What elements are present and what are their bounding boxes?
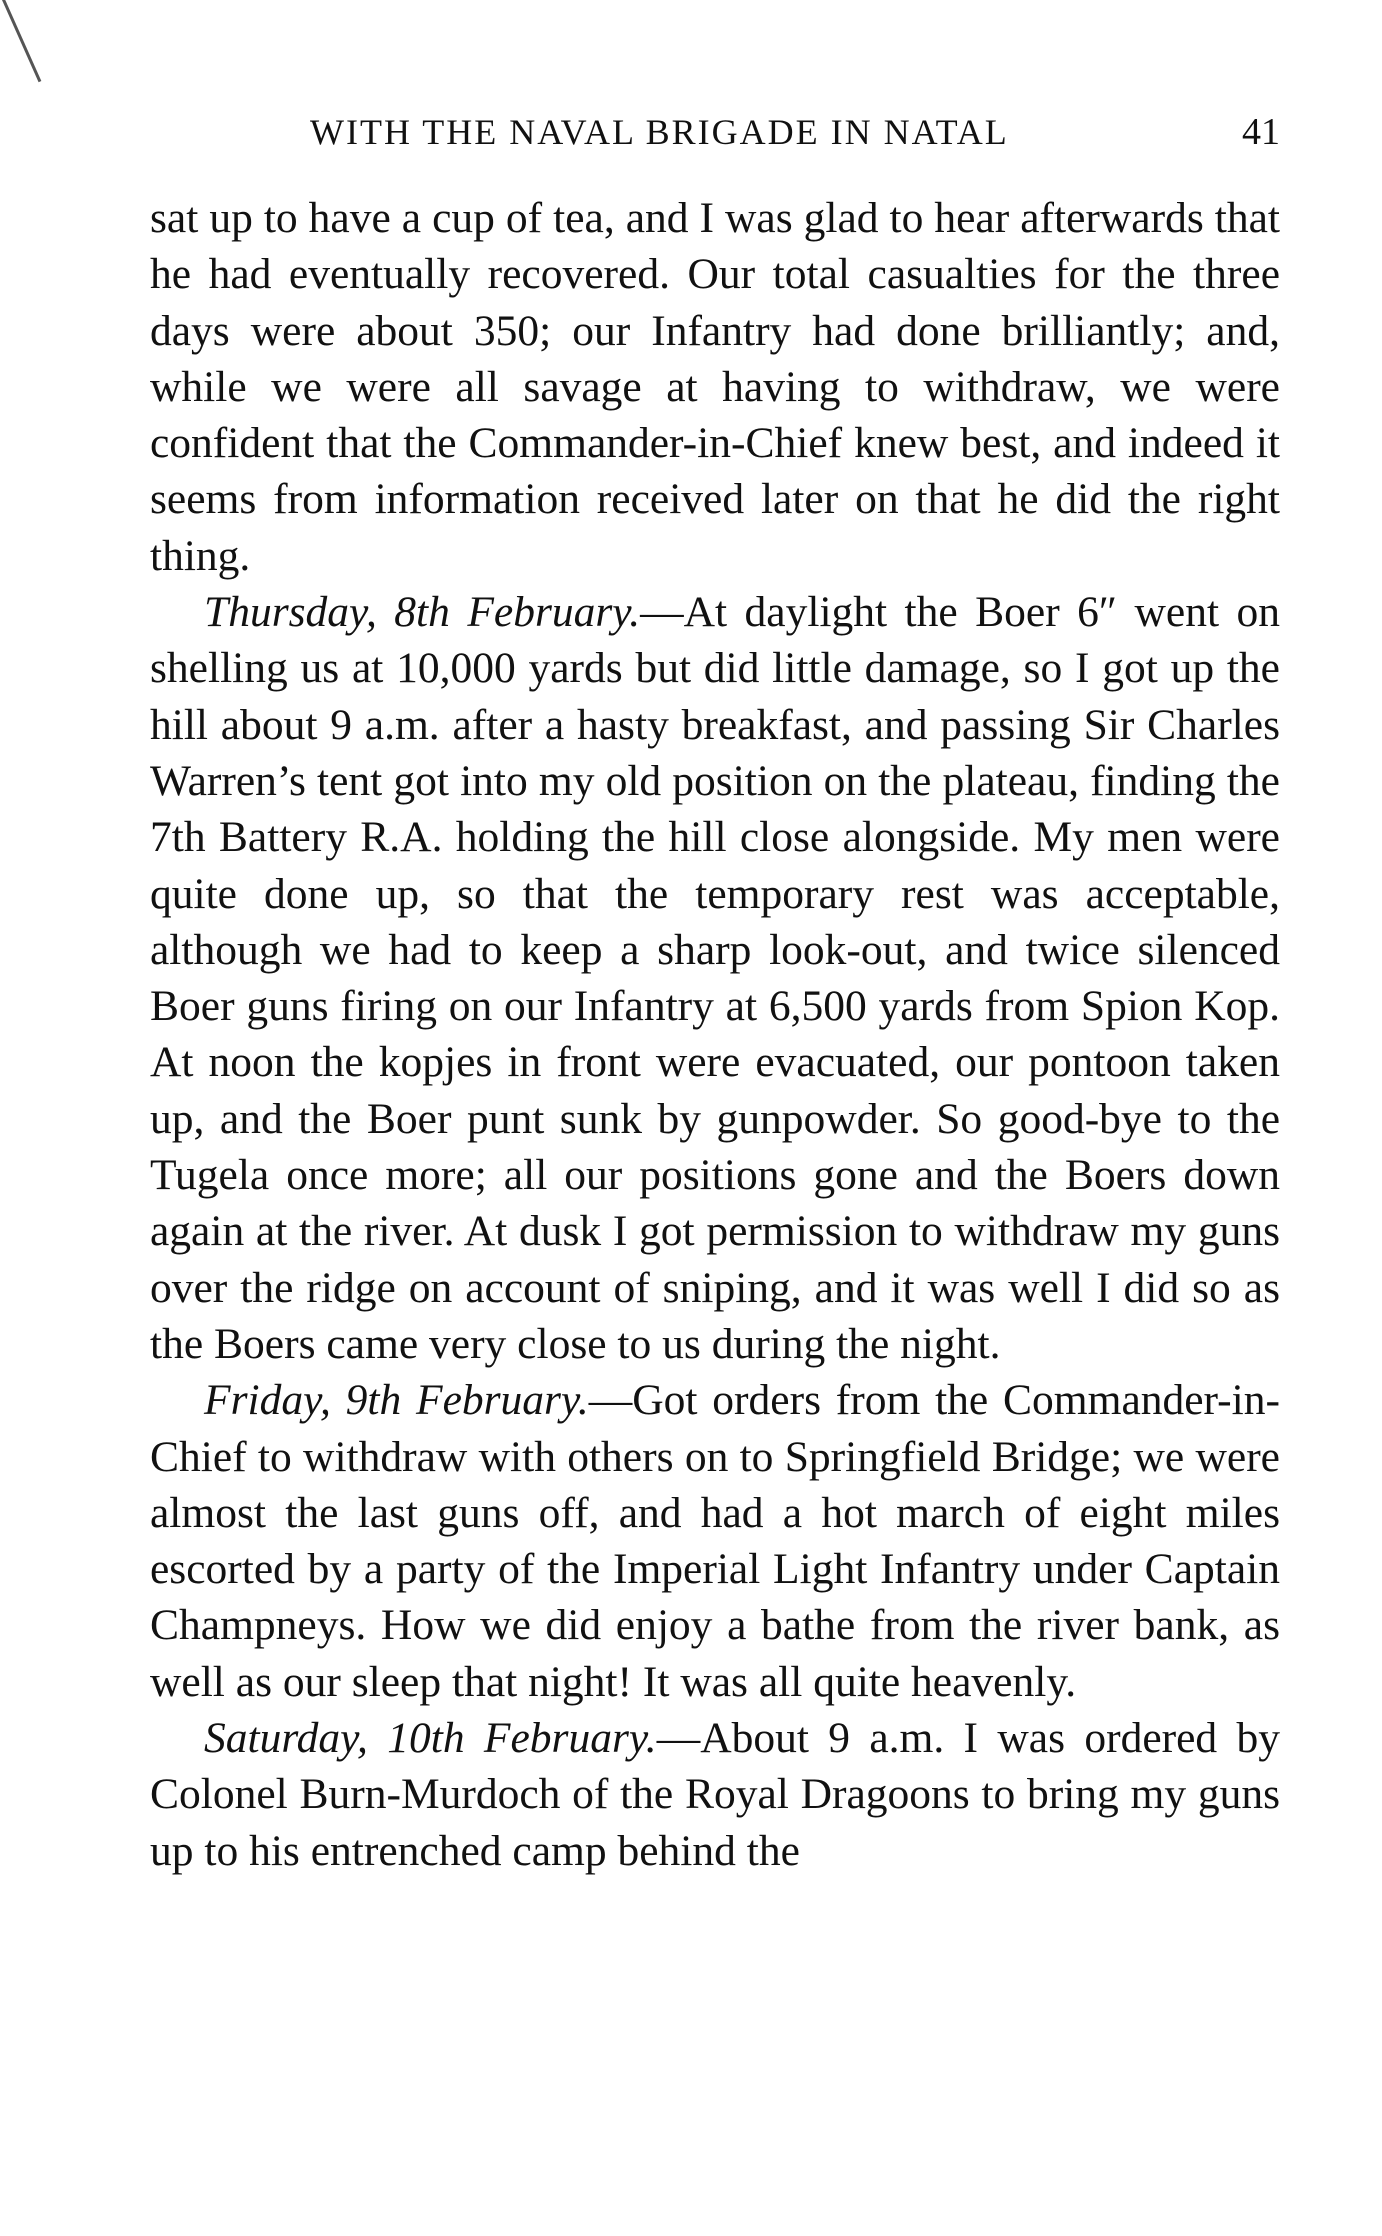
page-number: 41 [1242,111,1280,153]
paragraph [150,1710,1280,1879]
paragraph [150,584,1280,1372]
running-header [150,108,1280,156]
diary-date: Saturday, 10th February. [204,1714,657,1763]
paragraph [150,1372,1280,1710]
paragraph-text: sat up to have a cup of tea, and I was glad to hear afterwards that he had eventually recovered. Our total casualties for the three days were about 350; our Infantry had done brilliantly; and, while we were all savage at having to withdraw, we were confident that the Commander-in-Chief knew best, and indeed it seems from information received later on that he did the right thing. [150,194,1280,580]
paragraph [150,190,1280,584]
diary-date: Friday, 9th February. [204,1376,589,1425]
paragraph-text: —About 9 a.m. I was ordered by Colonel Burn-Murdoch of the Royal Dragoons to bring my guns up to his entrenched camp behind the [150,1714,1280,1875]
body-text [150,190,1280,1879]
scan-edge-line [2,0,41,82]
diary-date: Thursday, 8th February. [204,588,641,637]
header-title: WITH THE NAVAL BRIGADE IN NATAL [310,112,1009,152]
paragraph-text: —Got orders from the Commander-in-Chief to withdraw with others on to Springfield Bridge; we were almost the last guns off, and had a hot march of eight miles escorted by a party of the Imperial Light Infantry under Captain Champneys. How we did enjoy a bathe from the river bank, as well as our sleep that night! It was all quite heavenly. [150,1376,1280,1706]
paragraph-text: —At daylight the Boer 6″ went on shelling us at 10,000 yards but did little damage, so I got up the hill about 9 a.m. after a hasty breakfast, and passing Sir Charles Warren’s tent got into my old position on the plateau, finding the 7th Battery R.A. holding the hill close alongside. My men were quite done up, so that the temporary rest was acceptable, although we had to keep a sharp look-out, and twice silenced Boer guns firing on our Infantry at 6,500 yards from Spion Kop. At noon the kopjes in front were evacuated, our pontoon taken up, and the Boer punt sunk by gunpowder. So good-bye to the Tugela once more; all our positions gone and the Boers down again at the river. At dusk I got permission to withdraw my guns over the ridge on account of sniping, and it was well I did so as the Boers came very close to us during the night. [150,588,1280,1368]
